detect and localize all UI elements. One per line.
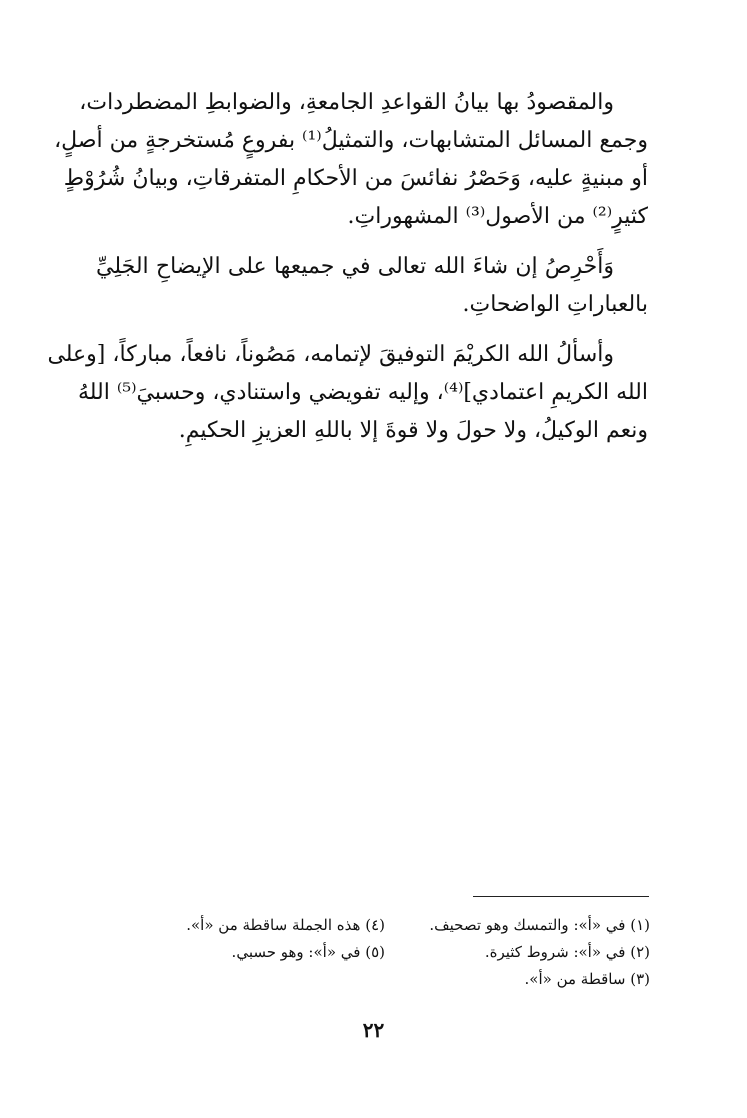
- footnote-2: (٢) في «أ»: شروط كثيرة.: [484, 943, 650, 961]
- footnote-row: [140, 966, 650, 993]
- text-line: بالعباراتِ الواضحاتِ.: [462, 292, 648, 317]
- footnote-3: (٣) ساقطة من «أ».: [524, 970, 650, 988]
- footnote-4: (٤) هذه الجملة ساقطة من «أ».: [186, 916, 385, 934]
- paragraph-1: [54, 84, 648, 236]
- text-line: الله الكريمِ اعتمادي]⁽⁴⁾، وإليه تفويضي واستنادي، وحسبيَ⁽⁵⁾ اللهُ: [77, 380, 648, 405]
- text-line: وجمع المسائل المتشابهات، والتمثيلُ⁽¹⁾ بفروعٍ مُستخرجةٍ من أصلٍ،: [54, 128, 648, 153]
- footnotes: [140, 912, 650, 993]
- text-line: وَأَحْرِصُ إن شاءَ الله تعالى في جميعها على الإيضاحِ الجَلِيِّ: [96, 254, 614, 279]
- footnote-separator: [473, 896, 649, 897]
- text-line: كثيرٍ⁽²⁾ من الأصول⁽³⁾ المشهوراتِ.: [347, 204, 648, 229]
- paragraph-3: [47, 336, 648, 450]
- page-number: ٢٢: [362, 1018, 385, 1042]
- footnote-row: [140, 939, 650, 966]
- text-line: ونعم الوكيلُ، ولا حولَ ولا قوةَ إلا باللهِ العزيزِ الحكيمِ.: [178, 418, 648, 443]
- text-line: وأسألُ الله الكريْمَ التوفيقَ لإتمامه، مَصُوناً، نافعاً، مباركاً، [وعلى: [47, 342, 614, 367]
- footnote-empty: [140, 966, 385, 993]
- text-line: أو مبنيةٍ عليه، وَحَصْرُ نفائسَ من الأحكامِ المتفرقاتِ، وبيانُ شُرُوْطٍ: [63, 166, 648, 191]
- footnote-row: [140, 912, 650, 939]
- text-line: والمقصودُ بها بيانُ القواعدِ الجامعةِ، والضوابطِ المضطردات،: [79, 90, 614, 115]
- footnote-1: (١) في «أ»: والتمسك وهو تصحيف.: [429, 916, 650, 934]
- main-text: [47, 84, 648, 462]
- footnote-5: (٥) في «أ»: وهو حسبي.: [231, 943, 385, 961]
- paragraph-2: [96, 248, 648, 324]
